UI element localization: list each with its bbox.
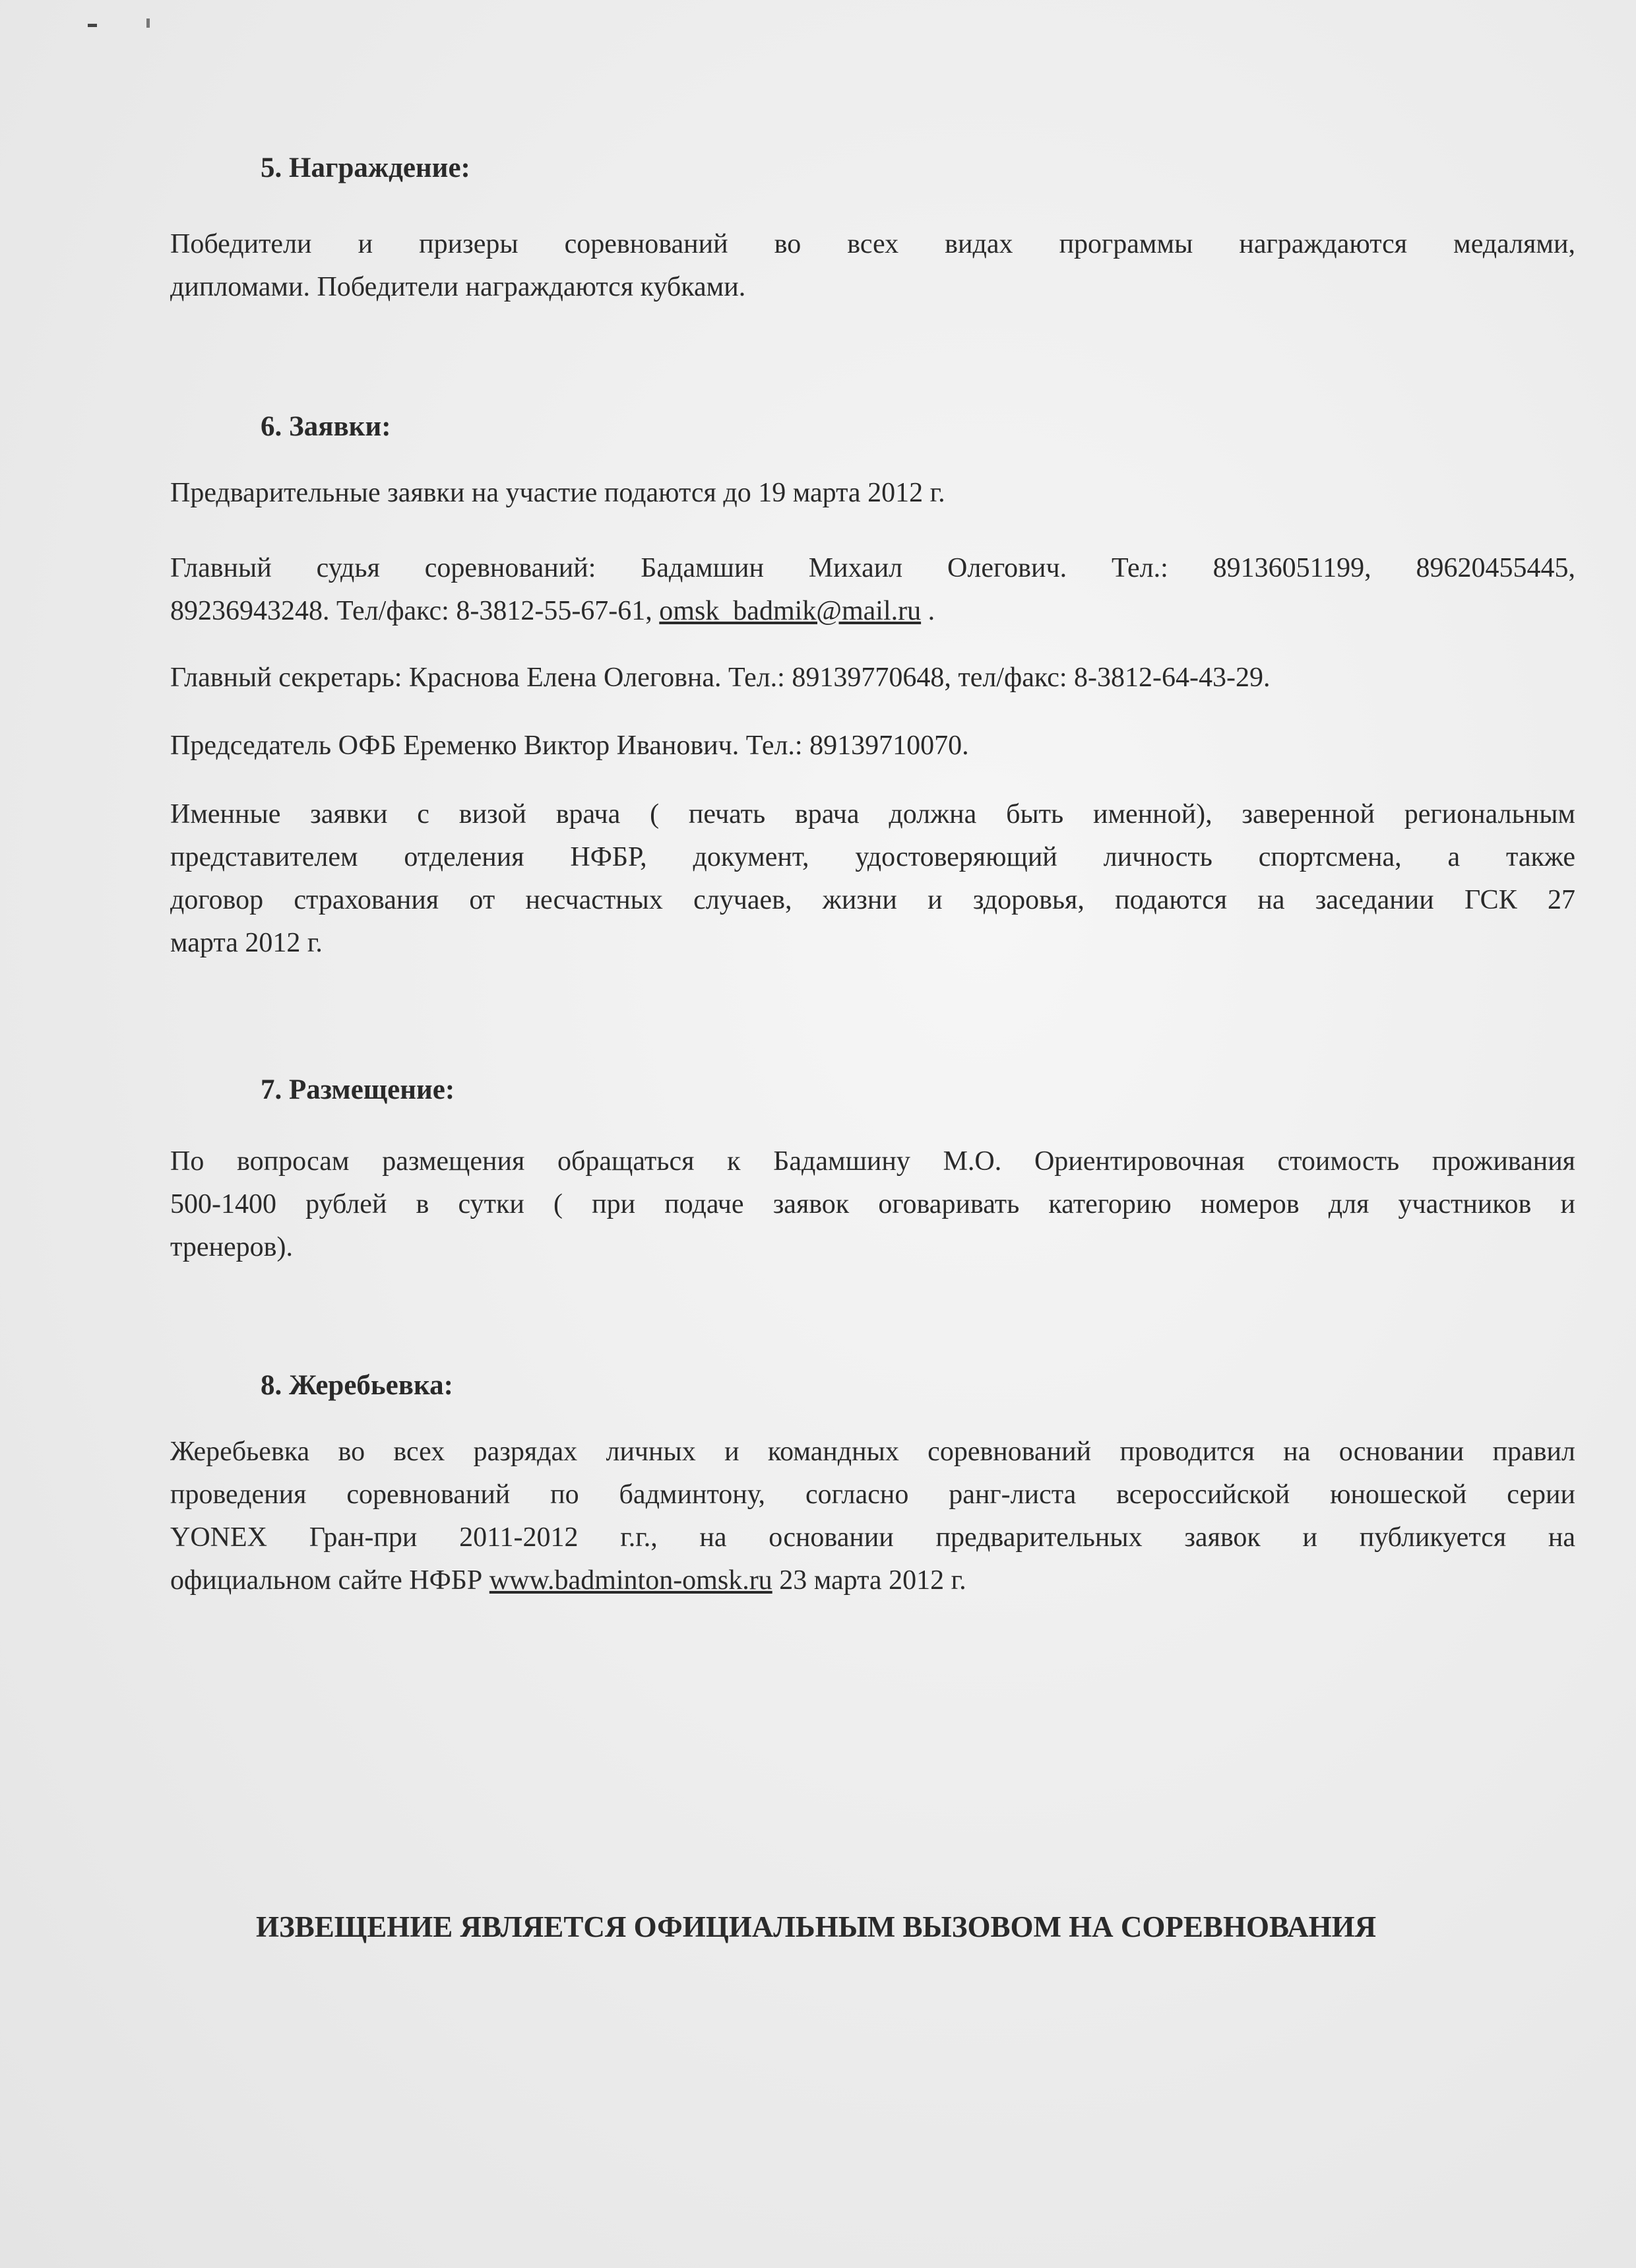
section8-line4 [170, 1559, 1575, 1602]
section5-heading: 5. Награждение: [261, 152, 470, 183]
section6-secretary [170, 657, 1575, 699]
section7-line2: 500-1400 рублей в сутки ( при подаче заявок оговаривать категорию номеров для участников и [170, 1189, 1575, 1219]
section6-heading: 6. Заявки: [261, 411, 391, 442]
preliminary-text: Предварительные заявки на участие подаются до 19 марта 2012 г. [170, 478, 945, 508]
scan-speck [146, 18, 150, 28]
section8-line4-prefix: официальном сайте НФБР [170, 1565, 483, 1596]
chairman-text: Председатель ОФБ Еременко Виктор Иванович. Тел.: 89139710070. [170, 730, 969, 761]
section7-line3: тренеров). [170, 1232, 293, 1262]
section8-heading: 8. Жеребьевка: [261, 1370, 453, 1401]
section8-line2: проведения соревнований по бадминтону, согласно ранг-листа всероссийской юношеской серии [170, 1479, 1575, 1510]
section6-chairman [170, 725, 1575, 767]
judge-line2-prefix: 89236943248. Тел/факс: 8-3812-55-67-61, [170, 596, 652, 626]
section7-body [170, 1140, 1575, 1269]
named-line1: Именные заявки с визой врача ( печать врача должна быть именной), заверенной региональным [170, 799, 1575, 829]
site-link[interactable]: www.badminton-omsk.ru [489, 1565, 772, 1596]
section6-preliminary [170, 472, 1575, 515]
judge-line2 [170, 590, 1575, 633]
judge-line1: Главный судья соревнований: Бадамшин Михаил Олегович. Тел.: 89136051199, 89620455445, [170, 553, 1575, 583]
section8-body [170, 1431, 1575, 1602]
section5-line1: Победители и призеры соревнований во всех видах программы награждаются медалями, [170, 229, 1575, 259]
section6-named-applications [170, 793, 1575, 965]
section7-heading: 7. Размещение: [261, 1074, 455, 1105]
judge-line2-suffix: . [928, 596, 935, 626]
named-line2: представителем отделения НФБР, документ, удостоверяющий личность спортсмена, а также [170, 842, 1575, 872]
section6-judge [170, 547, 1575, 633]
named-line3: договор страхования от несчастных случаев, жизни и здоровья, подаются на заседании ГСК 27 [170, 885, 1575, 915]
official-call-notice: ИЗВЕЩЕНИЕ ЯВЛЯЕТСЯ ОФИЦИАЛЬНЫМ ВЫЗОВОМ НА СОРЕВНОВАНИЯ [256, 1910, 1377, 1943]
secretary-text: Главный секретарь: Краснова Елена Олеговна. Тел.: 89139770648, тел/факс: 8-3812-64-43-29. [170, 663, 1271, 693]
section7-line1: По вопросам размещения обращаться к Бадамшину М.О. Ориентировочная стоимость проживания [170, 1146, 1575, 1177]
named-line4: марта 2012 г. [170, 928, 323, 958]
judge-email-link[interactable]: omsk_badmik@mail.ru [659, 596, 922, 626]
section5-line2: дипломами. Победители награждаются кубками. [170, 272, 746, 302]
section5-body [170, 223, 1575, 309]
section8-line4-suffix: 23 марта 2012 г. [779, 1565, 966, 1596]
scan-speck [88, 24, 97, 27]
section8-line1: Жеребьевка во всех разрядах личных и командных соревнований проводится на основании правил [170, 1437, 1575, 1467]
section8-line3: YONEX Гран-при 2011-2012 г.г., на основании предварительных заявок и публикуется на [170, 1522, 1575, 1553]
